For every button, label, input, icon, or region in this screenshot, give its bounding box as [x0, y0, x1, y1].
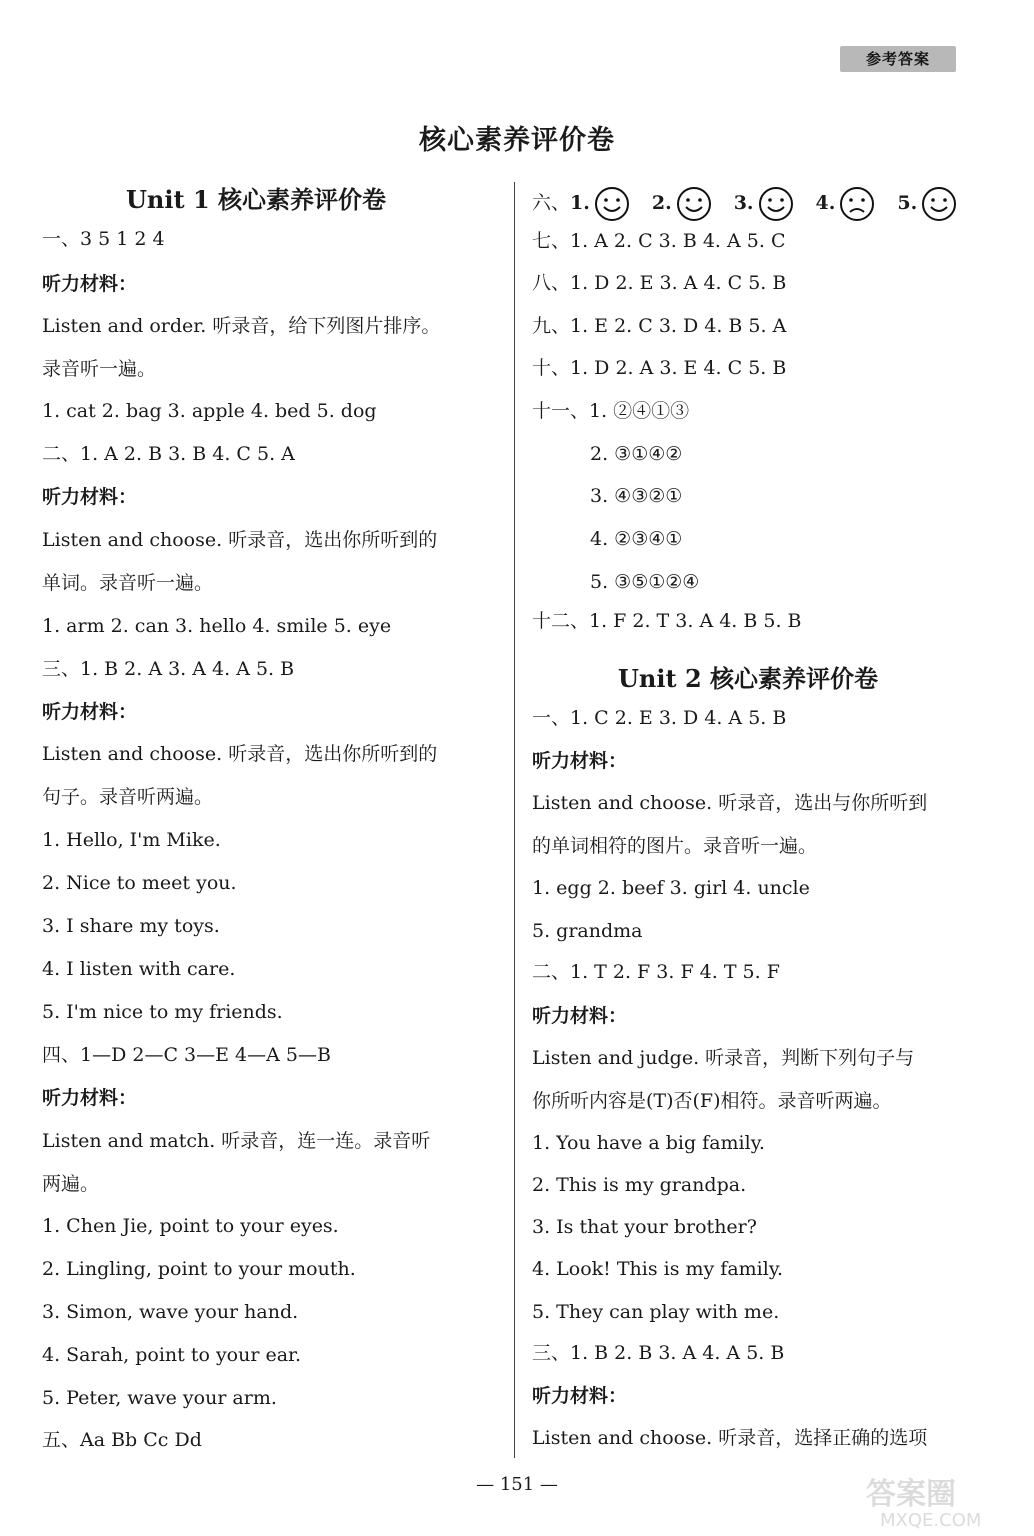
- face-number: 2.: [651, 192, 672, 214]
- material-heading: 听力材料：: [532, 1005, 628, 1027]
- answer-line: 4. Sarah, point to your ear.: [42, 1344, 302, 1366]
- material-heading: 听力材料：: [532, 1385, 628, 1407]
- answer-line: 你所听内容是(T)否(F)相符。录音听两遍。: [532, 1090, 892, 1112]
- face-number: 4.: [815, 192, 836, 214]
- answer-line: 十、1. D 2. A 3. E 4. C 5. B: [532, 357, 787, 379]
- material-heading: 听力材料：: [532, 750, 628, 772]
- section-number: 六、: [532, 192, 571, 214]
- answer-line: 八、1. D 2. E 3. A 4. C 5. B: [532, 272, 787, 294]
- answer-line: Listen and choose. 听录音，选出你所听到的: [42, 743, 438, 765]
- page-title: 核心素养评价卷: [419, 125, 615, 156]
- answer-line: 一、1. C 2. E 3. D 4. A 5. B: [532, 707, 787, 729]
- answer-line: 5. grandma: [532, 920, 643, 942]
- sad-face-icon: [839, 186, 875, 222]
- answer-line: Listen and choose. 听录音，选出与你所听到: [532, 792, 928, 814]
- smiley-face-icon: [676, 186, 712, 222]
- material-heading: 听力材料：: [42, 273, 138, 295]
- answer-line: 句子。录音听两遍。: [42, 786, 214, 808]
- answer-line: 5. ③⑤①②④: [590, 571, 700, 593]
- answer-line: 2. This is my grandpa.: [532, 1174, 747, 1196]
- answer-line: 5. I'm nice to my friends.: [42, 1001, 283, 1023]
- unit1-title: Unit 1 核心素养评价卷: [126, 185, 386, 214]
- answer-line: 4. Look! This is my family.: [532, 1258, 784, 1280]
- answer-line: Listen and choose. 听录音，选出你所听到的: [42, 529, 438, 551]
- face-number: 1.: [570, 192, 590, 214]
- material-heading: 听力材料：: [42, 486, 138, 508]
- faces-answer-row: [532, 186, 957, 222]
- answer-line: 3. Is that your brother?: [532, 1216, 757, 1238]
- watermark-logo: [858, 1470, 1028, 1530]
- smiley-face-icon: [594, 186, 630, 222]
- answer-line: 两遍。: [42, 1173, 100, 1195]
- face-number: 5.: [897, 192, 918, 214]
- smiley-face-icon: [758, 186, 794, 222]
- answer-line: 九、1. E 2. C 3. D 4. B 5. A: [532, 315, 787, 337]
- answer-line: 的单词相符的图片。录音听一遍。: [532, 835, 818, 857]
- answer-line: 5. Peter, wave your arm.: [42, 1387, 277, 1409]
- answer-line: 4. ②③④①: [590, 528, 683, 550]
- answer-line: Listen and order. 听录音，给下列图片排序。: [42, 315, 441, 337]
- answer-line: 五、Aa Bb Cc Dd: [42, 1429, 202, 1451]
- answer-line: 2. Nice to meet you.: [42, 872, 237, 894]
- answer-line: 十二、1. F 2. T 3. A 4. B 5. B: [532, 610, 802, 632]
- column-divider: [514, 182, 515, 1458]
- answer-line: 1. Hello, I'm Mike.: [42, 829, 221, 851]
- answer-line: 七、1. A 2. C 3. B 4. A 5. C: [532, 230, 786, 252]
- answer-line: 1. arm 2. can 3. hello 4. smile 5. eye: [42, 615, 392, 637]
- answer-line: 二、1. A 2. B 3. B 4. C 5. A: [42, 443, 295, 465]
- answer-line: 1. You have a big family.: [532, 1132, 765, 1154]
- answer-line: 2. ③①④②: [590, 443, 683, 465]
- answer-line: 录音听一遍。: [42, 358, 157, 380]
- watermark-url: MXQE.COM: [880, 1510, 982, 1530]
- answer-line: 一、3 5 1 2 4: [42, 228, 165, 250]
- answer-line: 1. cat 2. bag 3. apple 4. bed 5. dog: [42, 400, 377, 422]
- page-number: — 151 —: [476, 1474, 558, 1495]
- answer-line: 四、1—D 2—C 3—E 4—A 5—B: [42, 1044, 331, 1066]
- watermark-text: 答案圈: [866, 1477, 956, 1512]
- material-heading: 听力材料：: [42, 701, 138, 723]
- answer-line: 3. ④③②①: [590, 485, 683, 507]
- answer-line: 2. Lingling, point to your mouth.: [42, 1258, 356, 1280]
- answer-line: 3. I share my toys.: [42, 915, 220, 937]
- smiley-face-icon: [921, 186, 957, 222]
- answer-line: 二、1. T 2. F 3. F 4. T 5. F: [532, 961, 780, 983]
- answer-line: Listen and match. 听录音，连一连。录音听: [42, 1130, 431, 1152]
- answer-line: 4. I listen with care.: [42, 958, 236, 980]
- answer-line: 1. egg 2. beef 3. girl 4. uncle: [532, 877, 810, 899]
- answer-key-tag: 参考答案: [840, 46, 956, 72]
- answer-line: Listen and choose. 听录音，选择正确的选项: [532, 1427, 928, 1449]
- answer-line: Listen and judge. 听录音，判断下列句子与: [532, 1047, 915, 1069]
- answer-line: 三、1. B 2. A 3. A 4. A 5. B: [42, 658, 295, 680]
- answer-line: 十一、1. ②④①③: [532, 400, 690, 422]
- face-number: 3.: [733, 192, 754, 214]
- answer-line: 1. Chen Jie, point to your eyes.: [42, 1215, 339, 1237]
- unit2-title: Unit 2 核心素养评价卷: [618, 664, 878, 693]
- answer-line: 单词。录音听一遍。: [42, 572, 214, 594]
- answer-line: 3. Simon, wave your hand.: [42, 1301, 299, 1323]
- answer-line: 5. They can play with me.: [532, 1301, 780, 1323]
- material-heading: 听力材料：: [42, 1087, 138, 1109]
- answer-line: 三、1. B 2. B 3. A 4. A 5. B: [532, 1342, 785, 1364]
